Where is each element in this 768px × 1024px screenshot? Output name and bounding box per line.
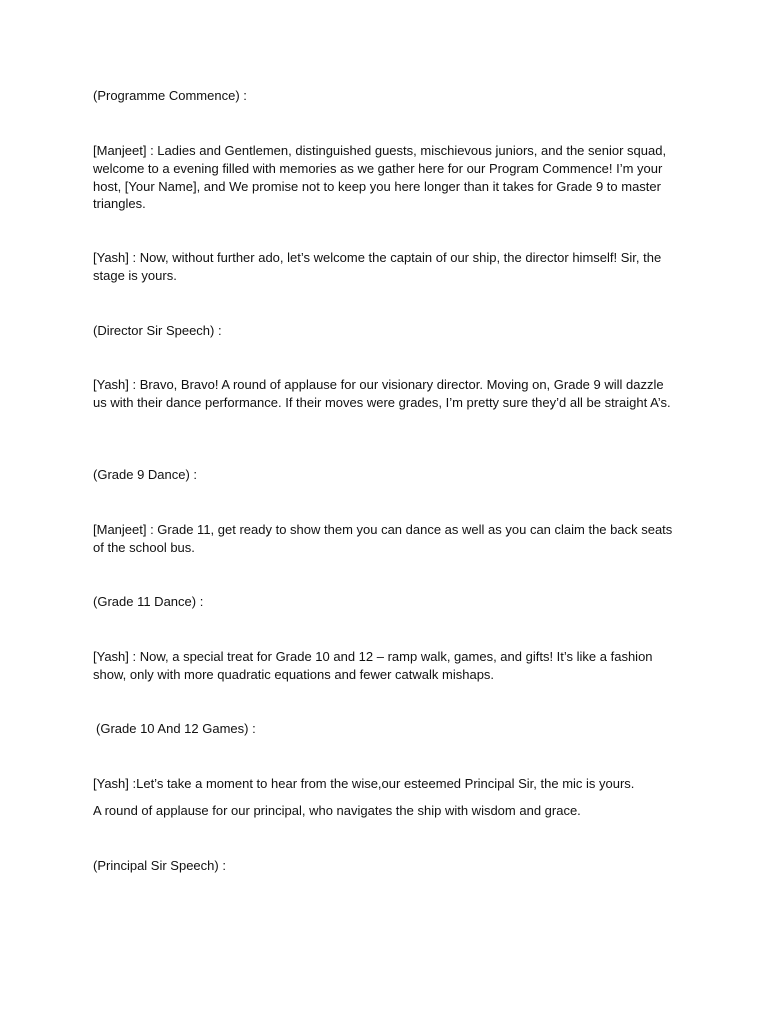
heading-principal-speech: (Principal Sir Speech) :	[93, 858, 226, 873]
heading-grade11-dance: (Grade 11 Dance) :	[93, 594, 204, 609]
script-line-yash-grade9-intro: [Yash] : Bravo, Bravo! A round of applause for our visionary director. Moving on, Grade 9 will dazzle us with their dance performance. If their moves were grades, I’m pretty sure they’d all be straight A’s.	[93, 377, 671, 410]
script-line-yash-director-intro: [Yash] : Now, without further ado, let’s welcome the captain of our ship, the director himself! Sir, the stage is yours.	[93, 250, 662, 283]
script-line-yash-principal-intro: [Yash] :Let’s take a moment to hear from the wise,our esteemed Principal Sir, the mic is yours.	[93, 776, 635, 791]
script-line-manjeet-welcome: [Manjeet] : Ladies and Gentlemen, distinguished guests, mischievous juniors, and the senior squad, welcome to a evening filled with memories as we gather here for our Program Commence! I’m your host, [Your Name], and We promise not to keep you here longer than it takes for Grade 9 to master triangles.	[93, 143, 667, 212]
script-line-manjeet-grade11-intro: [Manjeet] : Grade 11, get ready to show them you can dance as well as you can claim the back seats of the school bus.	[93, 522, 673, 555]
heading-grade9-dance: (Grade 9 Dance) :	[93, 467, 198, 482]
heading-programme-commence: (Programme Commence) :	[93, 88, 247, 103]
heading-director-speech: (Director Sir Speech) :	[93, 323, 222, 338]
heading-grade10-12-games: (Grade 10 And 12 Games) :	[96, 721, 256, 736]
script-line-principal-applause: A round of applause for our principal, who navigates the ship with wisdom and grace.	[93, 803, 581, 818]
script-line-yash-grade10-12-intro: [Yash] : Now, a special treat for Grade 10 and 12 – ramp walk, games, and gifts! It’s like a fashion show, only with more quadratic equations and fewer catwalk mishaps.	[93, 649, 653, 682]
